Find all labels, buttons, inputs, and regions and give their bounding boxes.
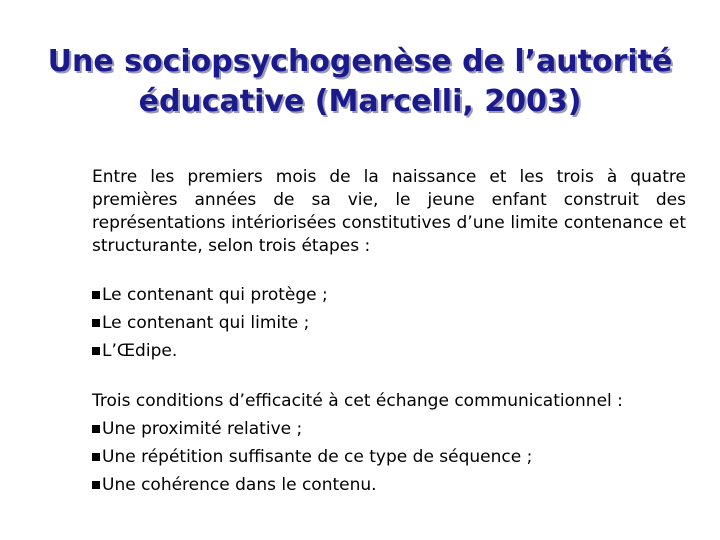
conditions-heading: Trois conditions d’efficacité à cet échange communicationnel : — [92, 391, 623, 411]
slide-title — [0, 42, 720, 122]
condition-text: Une répétition suffisante de ce type de séquence ; — [102, 447, 533, 467]
stages-list — [92, 281, 686, 365]
list-item — [92, 415, 686, 443]
stage-text: L’Œdipe. — [102, 341, 178, 361]
stage-text: Le contenant qui protège ; — [102, 285, 328, 305]
square-bullet-icon — [92, 291, 100, 299]
square-bullet-icon — [92, 481, 100, 489]
square-bullet-icon — [92, 347, 100, 355]
stage-text: Le contenant qui limite ; — [102, 313, 310, 333]
title-line-1: Une sociopsychogenèse de l’autorité — [47, 44, 673, 79]
list-item — [92, 309, 686, 337]
title-line-2: éducative (Marcelli, 2003) — [138, 84, 582, 119]
slide-body — [92, 166, 686, 499]
square-bullet-icon — [92, 319, 100, 327]
list-item — [92, 281, 686, 309]
list-item — [92, 471, 686, 499]
square-bullet-icon — [92, 425, 100, 433]
intro-paragraph: Entre les premiers mois de la naissance et les trois à quatre premières années de sa vie, le jeune enfant construit des représentations intériorisées constitutives d’une limite contenance et structurante, selon trois étapes : — [92, 167, 686, 256]
square-bullet-icon — [92, 453, 100, 461]
condition-text: Une proximité relative ; — [102, 419, 303, 439]
list-item — [92, 337, 686, 365]
list-item — [92, 443, 686, 471]
condition-text: Une cohérence dans le contenu. — [102, 475, 377, 495]
conditions-list — [92, 415, 686, 499]
